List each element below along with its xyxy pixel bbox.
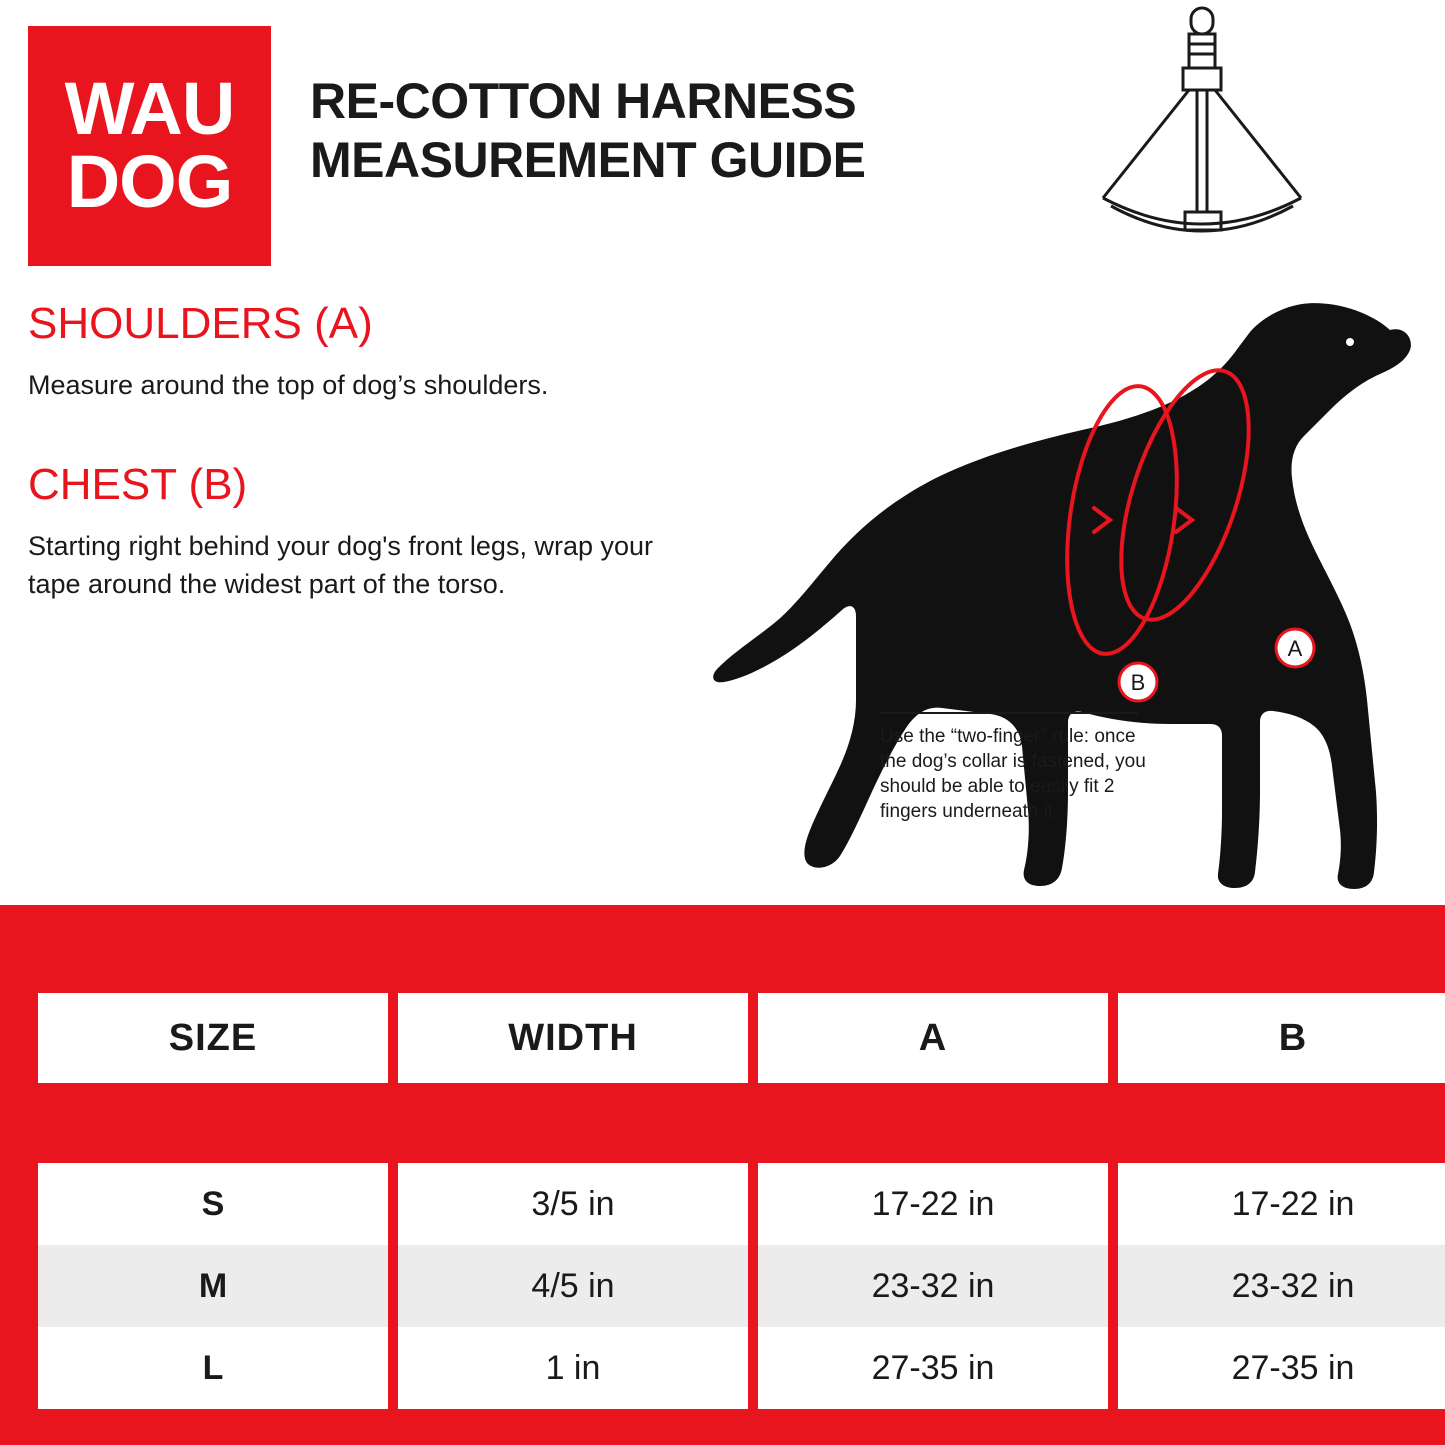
size-table bbox=[28, 993, 1445, 1409]
brand-logo bbox=[28, 26, 271, 266]
size-table-block bbox=[0, 905, 1445, 1445]
page-title: RE-COTTON HARNESS MEASUREMENT GUIDE bbox=[310, 73, 866, 188]
svg-text:B: B bbox=[1130, 670, 1146, 695]
col-header-a: A bbox=[758, 993, 1108, 1083]
brand-logo-line-2: DOG bbox=[66, 140, 233, 223]
chest-body: Starting right behind your dog's front legs, wrap your tape around the widest part of the torso. bbox=[28, 531, 653, 600]
instructions-column bbox=[28, 300, 668, 604]
shoulders-heading: SHOULDERS (A) bbox=[28, 299, 373, 348]
cell-size: S bbox=[38, 1163, 388, 1245]
col-header-width: WIDTH bbox=[398, 993, 748, 1083]
shoulders-body: Measure around the top of dog’s shoulders. bbox=[28, 370, 549, 401]
cell-a: 17-22 in bbox=[758, 1163, 1108, 1245]
note-divider bbox=[880, 712, 1138, 714]
cell-b: 17-22 in bbox=[1118, 1163, 1445, 1245]
table-header-row bbox=[38, 993, 1445, 1083]
cell-size: M bbox=[38, 1245, 388, 1327]
chest-heading: CHEST (B) bbox=[28, 459, 248, 509]
harness-icon bbox=[1085, 0, 1325, 270]
page-header bbox=[0, 0, 1445, 290]
label-b-marker bbox=[1119, 663, 1157, 701]
svg-text:A: A bbox=[1287, 636, 1303, 661]
col-header-size: SIZE bbox=[38, 993, 388, 1083]
table-row bbox=[38, 1245, 1445, 1327]
note-text: Use the “two-finger” rule: once the dog’s collar is fastened, you should be able to easily fit 2 fingers underneath it. bbox=[880, 726, 1146, 823]
cell-width: 4/5 in bbox=[398, 1245, 748, 1327]
cell-b: 23-32 in bbox=[1118, 1245, 1445, 1327]
two-finger-note bbox=[880, 712, 1155, 824]
cell-size: L bbox=[38, 1327, 388, 1409]
cell-a: 27-35 in bbox=[758, 1327, 1108, 1409]
cell-b: 27-35 in bbox=[1118, 1327, 1445, 1409]
cell-width: 1 in bbox=[398, 1327, 748, 1409]
table-header-spacer bbox=[38, 1083, 1445, 1163]
cell-width: 3/5 in bbox=[398, 1163, 748, 1245]
col-header-b: B bbox=[1118, 993, 1445, 1083]
label-a-marker bbox=[1276, 629, 1314, 667]
cell-a: 23-32 in bbox=[758, 1245, 1108, 1327]
table-row bbox=[38, 1327, 1445, 1409]
table-row bbox=[38, 1163, 1445, 1245]
brand-logo-line-1: WAU bbox=[64, 67, 235, 151]
